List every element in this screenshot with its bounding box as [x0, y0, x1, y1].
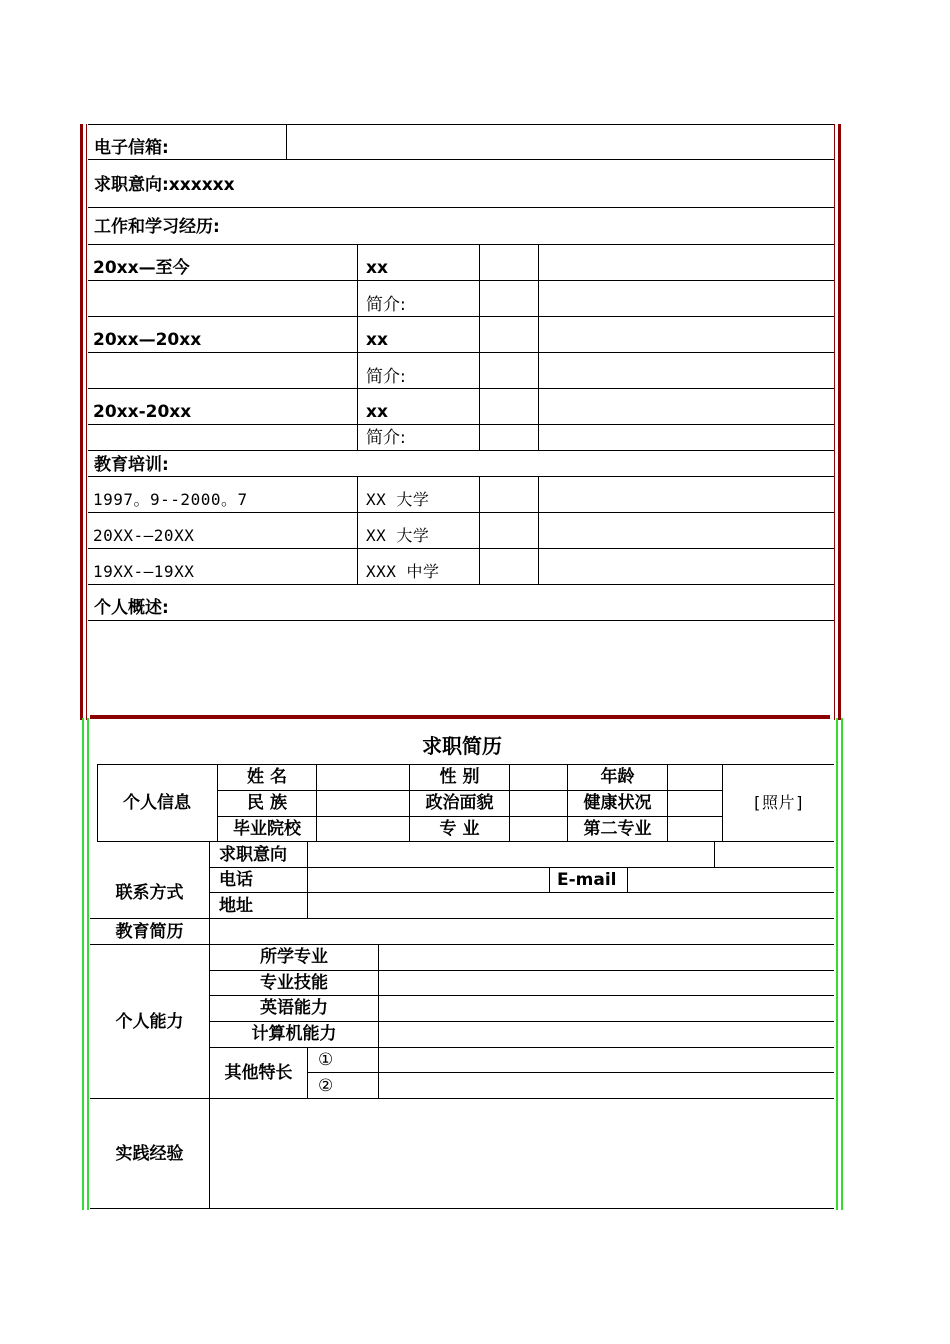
col-line — [286, 124, 287, 159]
col-line — [357, 476, 358, 584]
email-label: 电子信箱: — [94, 138, 169, 158]
edu-school: XX 大学 — [366, 490, 430, 509]
health-label: 健康状况 — [583, 793, 652, 813]
col-line — [667, 764, 668, 841]
row-line — [97, 841, 834, 842]
work-org: xx — [366, 258, 388, 278]
left-red-border-inner — [86, 124, 87, 720]
col-line — [307, 841, 308, 918]
row-line — [88, 476, 834, 477]
row-line — [217, 790, 722, 791]
practice-label: 实践经验 — [115, 1144, 184, 1164]
age-label: 年龄 — [600, 767, 635, 787]
row-line — [209, 1047, 834, 1048]
row-line — [88, 512, 834, 513]
contact-label: 联系方式 — [115, 883, 184, 903]
row-line — [209, 995, 834, 996]
other-item-1: ① — [318, 1050, 334, 1070]
edu-period: 1997。9--2000。7 — [93, 490, 248, 509]
row-line — [88, 280, 834, 281]
col-line — [627, 867, 628, 892]
row-line — [88, 352, 834, 353]
col-line — [509, 764, 510, 841]
row-line — [209, 970, 834, 971]
work-intro: 简介: — [366, 367, 406, 387]
work-period: 20xx—20xx — [93, 330, 202, 350]
col-line — [549, 867, 550, 892]
major-label: 专 业 — [439, 819, 480, 839]
edu-period: 19XX-—19XX — [93, 562, 195, 581]
left-green-border-inner — [87, 718, 89, 1210]
job-intent: 求职意向:xxxxxx — [94, 175, 235, 195]
col-line — [307, 1047, 308, 1098]
work-period: 20xx-20xx — [93, 402, 192, 422]
gender-label: 性 别 — [439, 767, 480, 787]
row-line — [88, 450, 834, 451]
row-line — [88, 584, 834, 585]
row-line — [88, 316, 834, 317]
row-line — [90, 918, 834, 919]
row-line — [209, 1021, 834, 1022]
email-field-label: E-mail — [557, 870, 617, 890]
row-line — [88, 620, 834, 621]
col-line — [479, 244, 480, 450]
bottom-red-border — [90, 715, 830, 719]
row-line — [90, 1098, 834, 1099]
row-line — [88, 207, 834, 208]
other-item-2: ② — [318, 1076, 334, 1096]
work-org: xx — [366, 402, 388, 422]
personal-info-label: 个人信息 — [123, 793, 191, 813]
phone-label: 电话 — [219, 870, 253, 890]
col-line — [316, 764, 317, 841]
summary-header: 个人概述: — [94, 598, 169, 618]
right-green-border-outer — [841, 718, 843, 1210]
row-line — [97, 764, 834, 765]
row-line — [88, 424, 834, 425]
col-line — [538, 476, 539, 584]
right-green-border — [836, 718, 838, 1210]
left-green-border — [82, 718, 84, 1210]
row-line — [88, 548, 834, 549]
ethnicity-label: 民 族 — [247, 793, 287, 813]
work-org: xx — [366, 330, 388, 350]
photo-placeholder: [照片] — [751, 793, 806, 812]
political-label: 政治面貌 — [425, 793, 494, 813]
right-red-border — [838, 124, 841, 720]
col-line — [479, 476, 480, 584]
left-red-border — [80, 124, 83, 720]
row-line — [307, 1072, 834, 1073]
other-label: 其他特长 — [224, 1063, 293, 1083]
work-study-header: 工作和学习经历: — [94, 217, 220, 237]
work-intro: 简介: — [366, 295, 406, 315]
edu-school: XX 大学 — [366, 526, 430, 545]
edu-period: 20XX-—20XX — [93, 526, 195, 545]
row-line — [217, 816, 722, 817]
row-line — [88, 244, 834, 245]
work-intro: 简介: — [366, 428, 406, 448]
resume-title: 求职简历 — [422, 734, 502, 758]
work-period: 20xx—至今 — [93, 258, 190, 278]
col-line — [714, 841, 715, 867]
intent-label: 求职意向 — [219, 845, 287, 865]
row-line — [209, 867, 834, 868]
col-line — [538, 244, 539, 450]
skills-label: 专业技能 — [260, 973, 328, 993]
edu-history-label: 教育简历 — [115, 922, 184, 942]
ability-label: 个人能力 — [115, 1012, 184, 1032]
name-label: 姓 名 — [247, 767, 287, 787]
school-label: 毕业院校 — [233, 819, 301, 839]
row-line — [90, 944, 834, 945]
computer-label: 计算机能力 — [251, 1024, 337, 1044]
studied-major-label: 所学专业 — [260, 947, 328, 967]
address-label: 地址 — [219, 896, 253, 916]
col-line — [378, 944, 379, 1098]
row-line — [88, 124, 834, 125]
row-line — [88, 159, 834, 160]
second-major-label: 第二专业 — [583, 819, 652, 839]
right-red-border-inner — [834, 124, 835, 720]
english-label: 英语能力 — [260, 998, 328, 1018]
col-line — [357, 244, 358, 450]
row-line — [90, 1208, 834, 1209]
row-line — [209, 892, 834, 893]
row-line — [88, 388, 834, 389]
edu-school: XXX 中学 — [366, 562, 440, 581]
col-line — [209, 841, 210, 944]
education-header: 教育培训: — [94, 455, 169, 475]
